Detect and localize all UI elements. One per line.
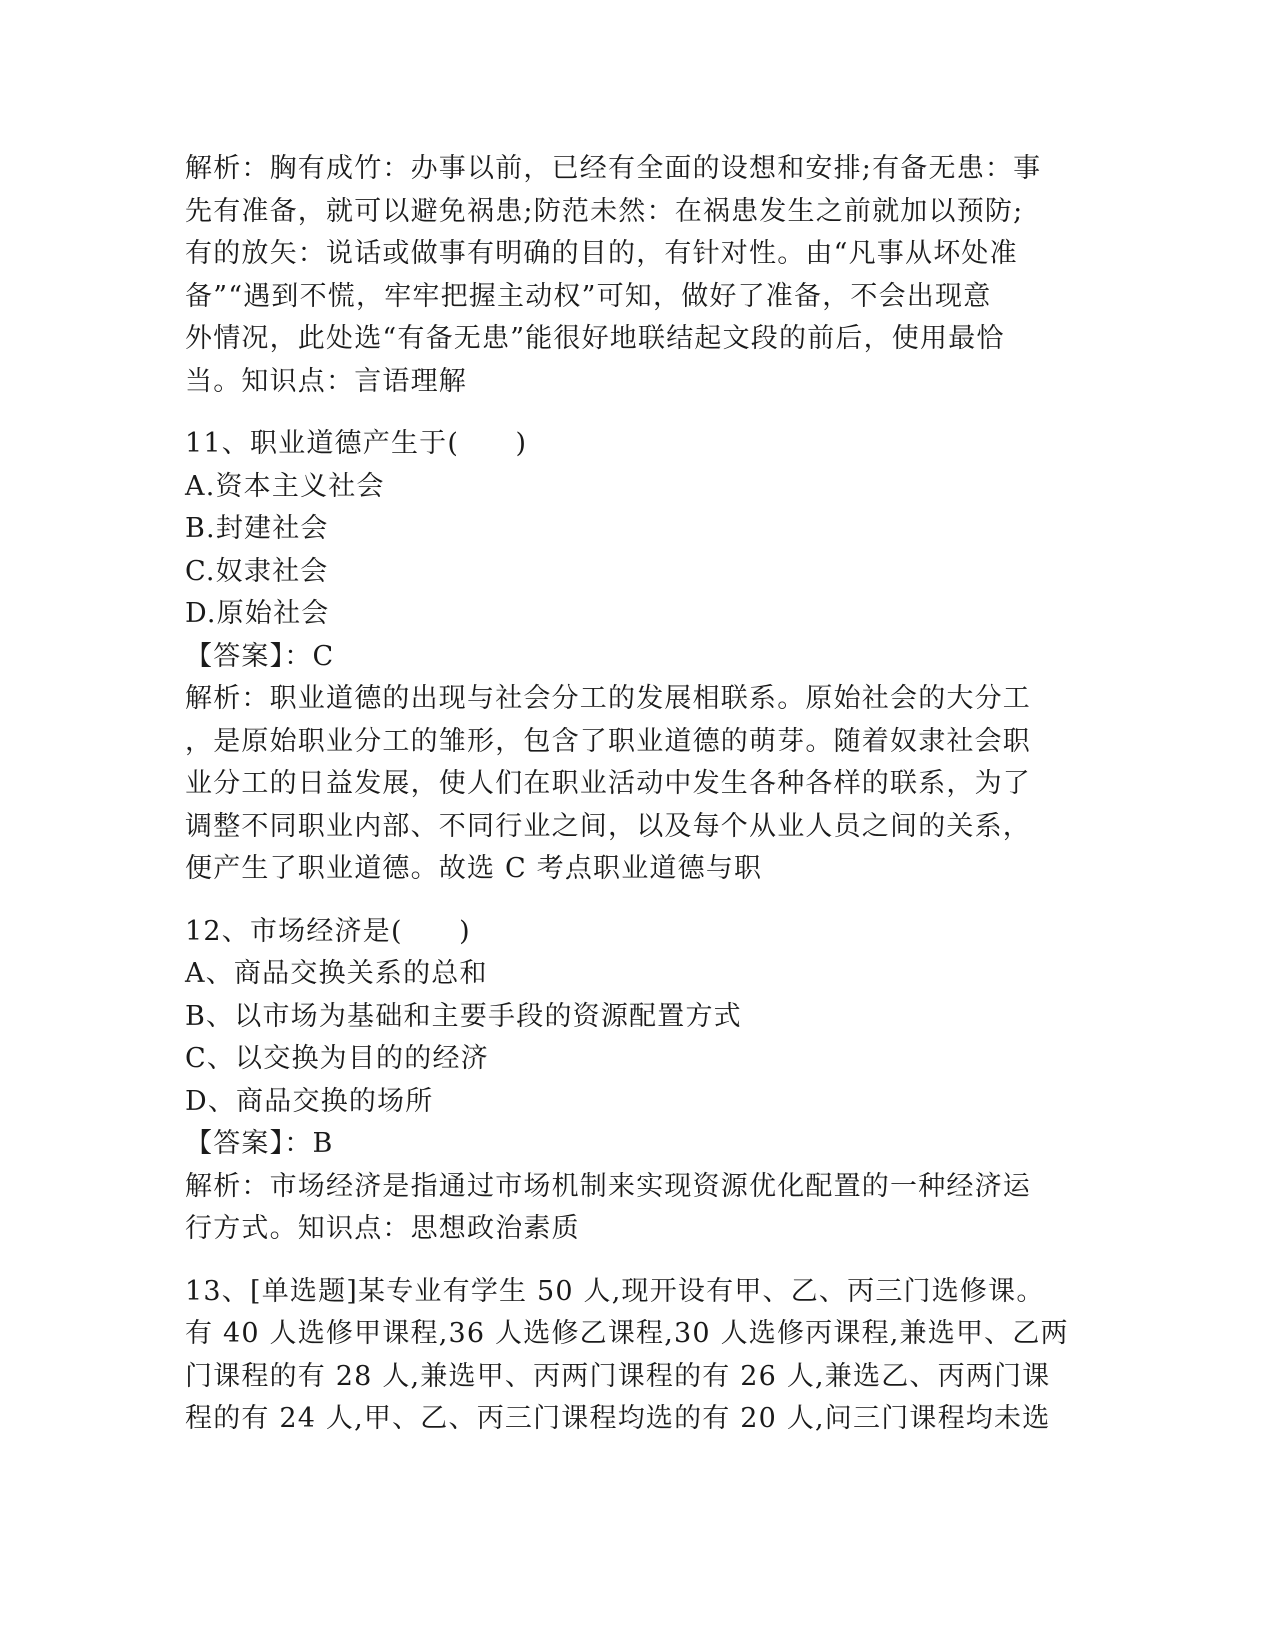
analysis-line: 便产生了职业道德。故选 C 考点职业道德与职 <box>185 853 763 884</box>
answer-line: 【答案】：B <box>185 1128 334 1159</box>
analysis-line: 业分工的日益发展，使人们在职业活动中发生各种各样的联系，为了 <box>185 768 1031 799</box>
text-line: 先有准备，就可以避免祸患;防范未然：在祸患发生之前就加以预防; <box>185 195 1024 227</box>
option-b: B.封建社会 <box>185 513 329 544</box>
text-line: 外情况，此处选“有备无患”能很好地联结起文段的前后，使用最恰 <box>185 323 1005 354</box>
option-d: D、商品交换的场所 <box>185 1085 434 1117</box>
analysis-block-q10 <box>185 148 1065 403</box>
question-text-line: 有 40 人选修甲课程,36 人选修乙课程,30 人选修丙课程,兼选甲、乙两 <box>185 1318 1069 1349</box>
option-b: B、以市场为基础和主要手段的资源配置方式 <box>185 1000 742 1032</box>
text-line: 有的放矢：说话或做事有明确的目的，有针对性。由“凡事从坏处准 <box>185 238 1018 269</box>
document-page <box>185 148 1069 1441</box>
option-c: C.奴隶社会 <box>185 555 329 587</box>
text-line: 解析：胸有成竹：办事以前，已经有全面的设想和安排;有备无患：事 <box>185 153 1042 184</box>
analysis-line: ，是原始职业分工的雏形，包含了职业道德的萌芽。随着奴隶社会职 <box>185 725 1031 757</box>
question-block-12 <box>185 911 1065 1251</box>
option-d: D.原始社会 <box>185 598 330 629</box>
question-text-line: 门课程的有 28 人,兼选甲、丙两门课程的有 26 人,兼选乙、丙两门课 <box>185 1360 1051 1392</box>
text-line: 备”“遇到不慌，牢牢把握主动权”可知，做好了准备，不会出现意 <box>185 280 992 312</box>
question-block-11 <box>185 423 1065 891</box>
analysis-line: 解析：市场经济是指通过市场机制来实现资源优化配置的一种经济运 <box>185 1170 1031 1202</box>
answer-line: 【答案】：C <box>185 640 335 672</box>
option-c: C、以交换为目的的经济 <box>185 1043 489 1074</box>
analysis-line: 行方式。知识点：思想政治素质 <box>185 1213 580 1244</box>
question-title: 12、市场经济是( ) <box>185 915 471 947</box>
analysis-line: 调整不同职业内部、不同行业之间，以及每个从业人员之间的关系， <box>185 810 1031 842</box>
text-line: 当。知识点：言语理解 <box>185 365 467 397</box>
analysis-line: 解析：职业道德的出现与社会分工的发展相联系。原始社会的大分工 <box>185 683 1031 714</box>
option-a: A、商品交换关系的总和 <box>185 958 488 989</box>
question-text-line: 13、[单选题]某专业有学生 50 人,现开设有甲、乙、丙三门选修课。 <box>185 1275 1045 1307</box>
question-block-13 <box>185 1271 1069 1441</box>
question-text-line: 程的有 24 人,甲、乙、丙三门课程均选的有 20 人,问三门课程均未选 <box>185 1403 1051 1434</box>
option-a: A.资本主义社会 <box>185 470 385 502</box>
question-title: 11、职业道德产生于( ) <box>185 428 528 459</box>
